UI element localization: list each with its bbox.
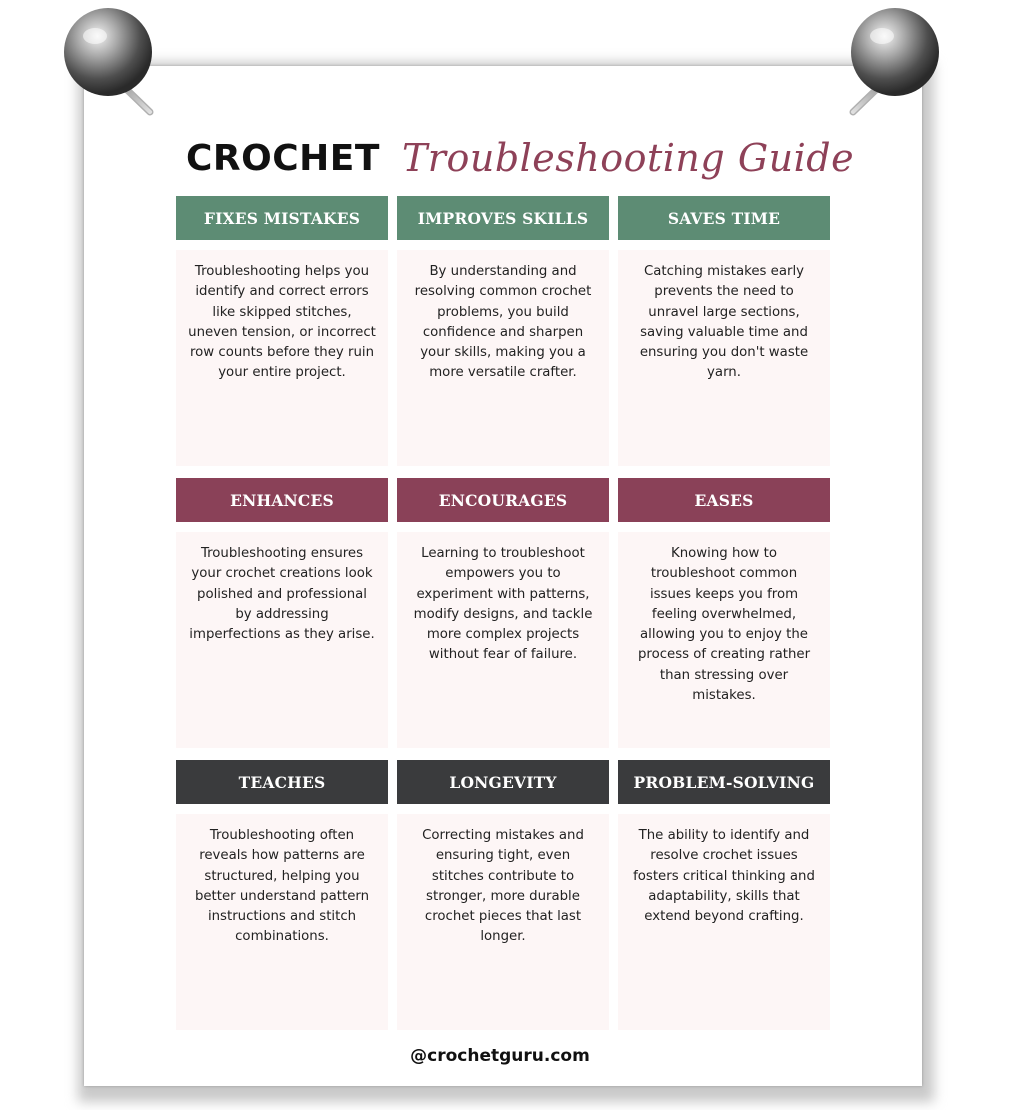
card-teaches xyxy=(176,760,388,1030)
card-heading: ENCOURAGES xyxy=(397,478,609,522)
card-problem-solving xyxy=(618,760,830,1030)
card-fixes-mistakes xyxy=(176,196,388,466)
card-encourages xyxy=(397,478,609,748)
card-text: By understanding and resolving common crochet problems, you build confidence and sharpen your skills, making you a more versatile crafter. xyxy=(397,250,609,466)
card-heading: PROBLEM-SOLVING xyxy=(618,760,830,804)
footer-handle: @crochetguru.com xyxy=(410,1046,590,1066)
title-script: Troubleshooting Guide xyxy=(401,136,855,180)
card-eases xyxy=(618,478,830,748)
card-text: Learning to troubleshoot empowers you to experiment with patterns, modify designs, and tackle more complex projects without fear of failure. xyxy=(397,532,609,748)
page-title xyxy=(186,128,854,188)
card-heading: TEACHES xyxy=(176,760,388,804)
card-text: Knowing how to troubleshoot common issues keeps you from feeling overwhelmed, allowing you to enjoy the process of creating rather than stressing over mistakes. xyxy=(618,532,830,748)
card-heading: IMPROVES SKILLS xyxy=(397,196,609,240)
pushpin-right-icon xyxy=(838,2,948,122)
card-text: The ability to identify and resolve crochet issues fosters critical thinking and adaptability, skills that extend beyond crafting. xyxy=(618,814,830,1030)
card-heading: ENHANCES xyxy=(176,478,388,522)
card-text: Catching mistakes early prevents the need to unravel large sections, saving valuable time and ensuring you don't waste yarn. xyxy=(618,250,830,466)
card-text: Troubleshooting helps you identify and correct errors like skipped stitches, uneven tension, or incorrect row counts before they ruin your entire project. xyxy=(176,250,388,466)
card-heading: LONGEVITY xyxy=(397,760,609,804)
card-text: Correcting mistakes and ensuring tight, even stitches contribute to stronger, more durable crochet pieces that last longer. xyxy=(397,814,609,1030)
card-improves-skills xyxy=(397,196,609,466)
pushpin-left-icon xyxy=(55,2,165,122)
title-main: CROCHET xyxy=(186,137,380,179)
card-heading: FIXES MISTAKES xyxy=(176,196,388,240)
card-heading: EASES xyxy=(618,478,830,522)
card-text: Troubleshooting ensures your crochet creations look polished and professional by addressing imperfections as they arise. xyxy=(176,532,388,748)
card-saves-time xyxy=(618,196,830,466)
card-text: Troubleshooting often reveals how patterns are structured, helping you better understand pattern instructions and stitch combinations. xyxy=(176,814,388,1030)
card-heading: SAVES TIME xyxy=(618,196,830,240)
card-enhances xyxy=(176,478,388,748)
card-longevity xyxy=(397,760,609,1030)
